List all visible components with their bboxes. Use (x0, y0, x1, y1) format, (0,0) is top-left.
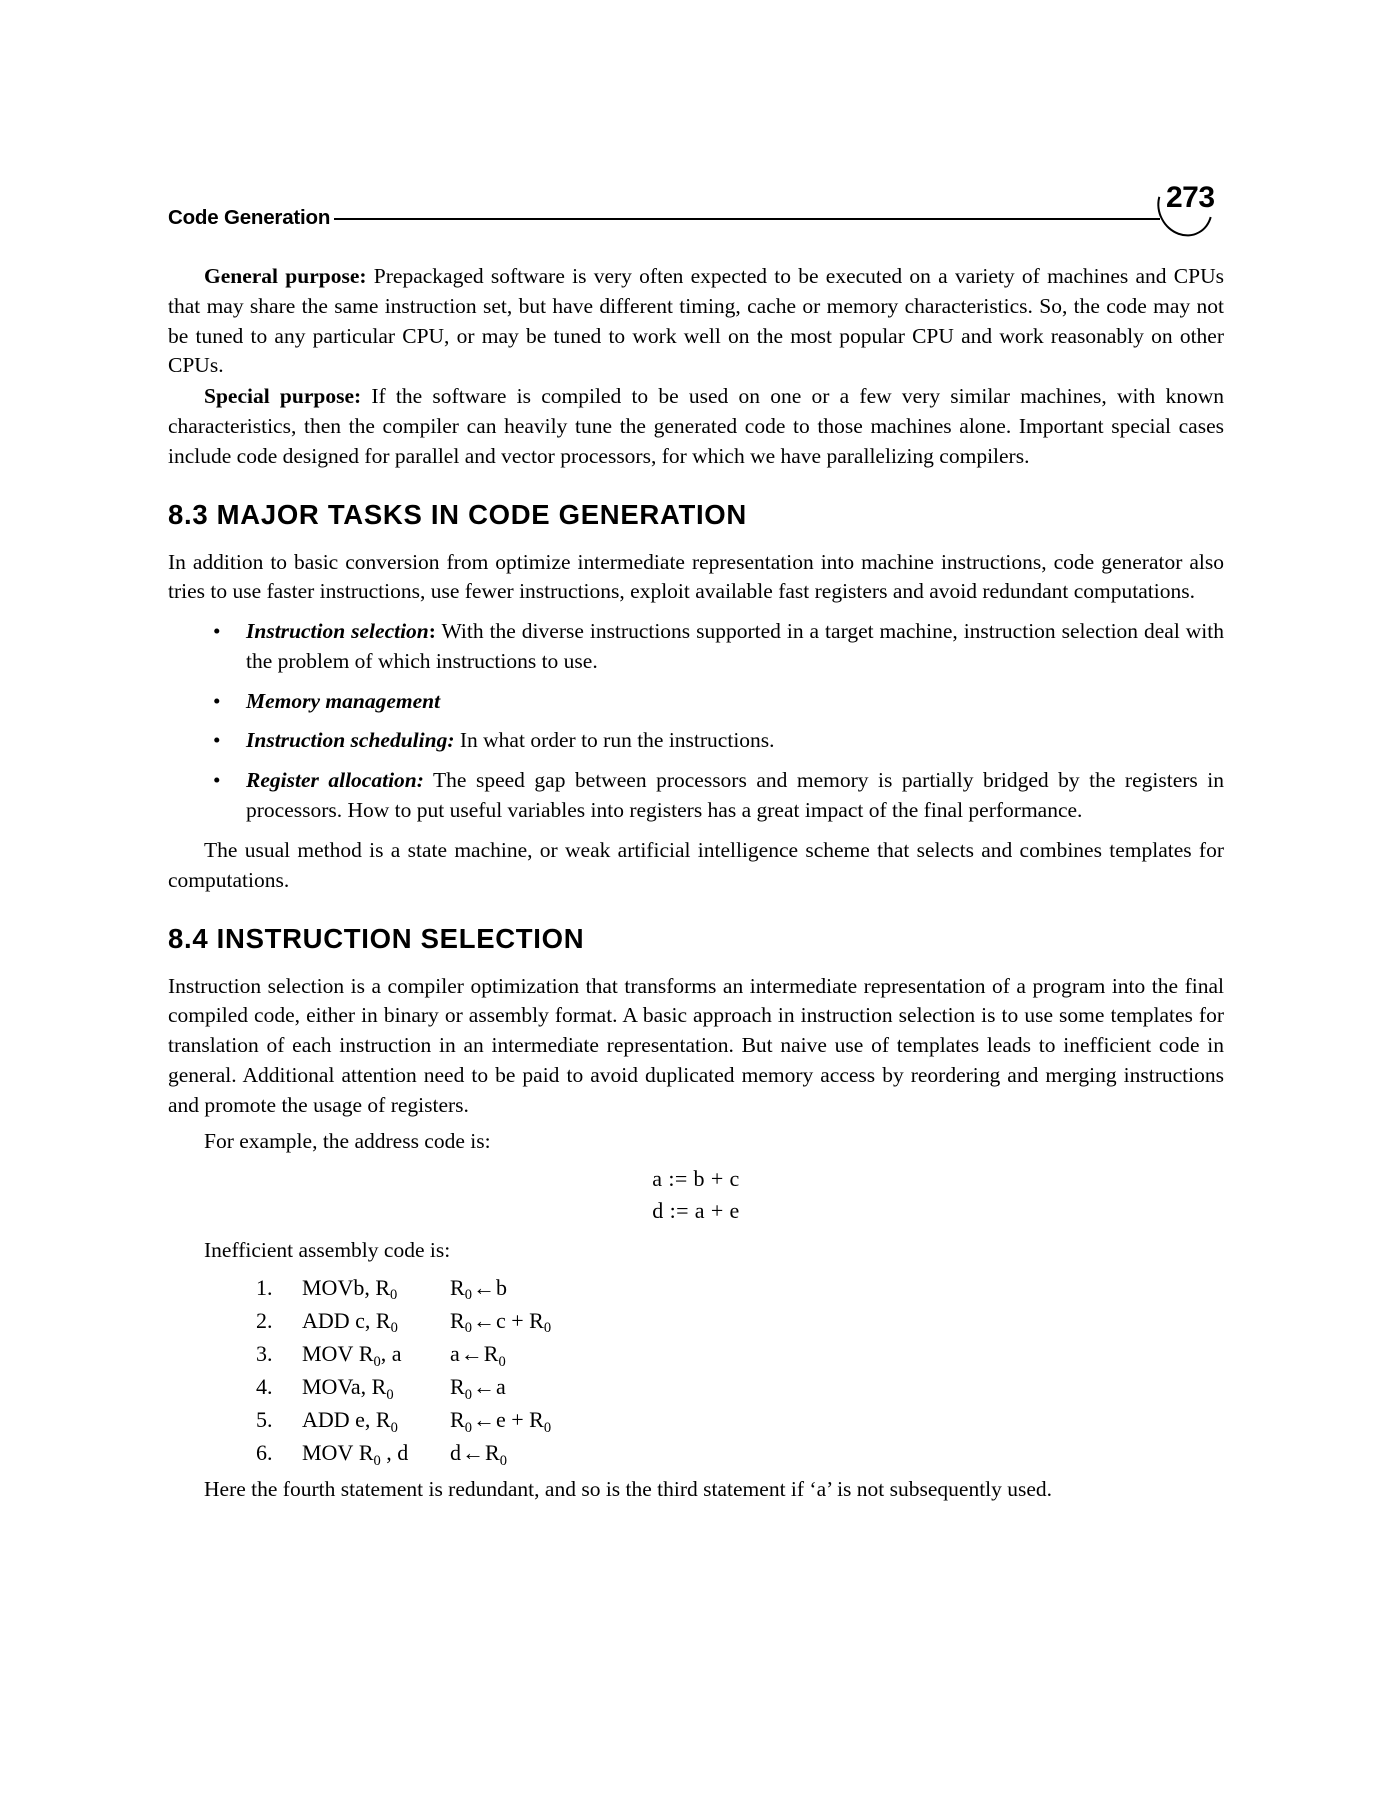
table-row (256, 1439, 640, 1472)
list-item-lead: Instruction selection (246, 619, 429, 644)
semantics-target: R (450, 1374, 465, 1400)
assembly-semantics (450, 1439, 640, 1472)
bullet-icon: • (213, 619, 221, 644)
semantics-target-subscript: 0 (464, 1320, 472, 1337)
assembly-operands-subscript: 0 (390, 1287, 398, 1304)
left-arrow-icon: ← (462, 1440, 484, 1466)
assembly-semantics (450, 1373, 640, 1406)
semantics-source-subscript: 0 (498, 1353, 506, 1370)
assembly-operands-pre: a, R (350, 1374, 387, 1400)
paragraph-intro-8-4: Instruction selection is a compiler optimization that transforms an intermediate representation of a program into the final compiled code, either in binary or assembly format. A basic approach in instruction selection is to use some templates for translation of each instruction in an intermediate representation. But naive use of templates leads to inefficient code in general. Additional attention need to be paid to avoid duplicated memory access by reordering and merging instructions and promote the usage of registers. (168, 973, 1224, 1117)
list-item (168, 726, 1224, 756)
semantics-target-subscript: 0 (464, 1419, 472, 1436)
list-item-lead: Memory management (246, 688, 441, 713)
general-purpose-text: Prepackaged software is very often expected to be executed on a variety of machines and CPUs that may share the same instruction set, but have different timing, cache or memory characteristics. So, the code may not be tuned to any particular CPU, or may be tuned to work well on the most popular CPU and work reasonably on other CPUs. (168, 264, 1224, 378)
assembly-operands-pre: c, R (349, 1307, 391, 1333)
left-arrow-icon: ← (472, 1307, 495, 1333)
assembly-line-number: 5. (256, 1407, 273, 1433)
special-purpose-text: If the software is compiled to be used on one or a few very similar machines, with known characteristics, then the compiler can heavily tune the generated code to those machines alone. Important special cases include code designed for parallel and vector processors, for which we have parallelizing compilers. (168, 384, 1224, 468)
assembly-instruction (302, 1406, 450, 1439)
semantics-target: R (450, 1407, 465, 1433)
assembly-instruction (302, 1340, 450, 1373)
semantics-source-subscript: 0 (543, 1320, 552, 1337)
table-row (256, 1307, 640, 1340)
left-arrow-icon: ← (460, 1340, 483, 1366)
paragraph-intro-8-3: In addition to basic conversion from optimize intermediate representation into machine instructions, code generator also tries to use faster instructions, use fewer instructions, exploit available fast registers and avoid redundant computations. (168, 549, 1224, 604)
bullet-icon: • (213, 728, 221, 753)
list-item (168, 766, 1224, 826)
running-header (168, 181, 1224, 240)
semantics-source: e + R (495, 1407, 544, 1433)
assembly-opcode: MOV (302, 1440, 354, 1466)
semantics-target-subscript: 0 (464, 1287, 472, 1304)
list-item-text: In what order to run the instructions. (454, 728, 775, 753)
bullet-icon: • (213, 688, 221, 713)
assembly-line-number: 3. (256, 1340, 273, 1366)
assembly-semantics (450, 1274, 640, 1307)
header-rule (334, 218, 1160, 220)
assembly-opcode: ADD (302, 1407, 350, 1433)
general-purpose-lead: General purpose: (204, 264, 367, 288)
table-row (256, 1373, 640, 1406)
assembly-line-number: 4. (256, 1374, 273, 1400)
assembly-operands-post: , a (380, 1340, 402, 1366)
paragraph-inefficient-intro: Inefficient assembly code is: (204, 1237, 451, 1262)
left-arrow-icon: ← (472, 1374, 495, 1400)
assembly-operands-subscript: 0 (390, 1419, 398, 1436)
semantics-source: c + R (495, 1307, 544, 1333)
assembly-semantics (450, 1340, 640, 1373)
assembly-line-number: 1. (256, 1274, 273, 1300)
semantics-source: a (495, 1374, 506, 1400)
assembly-operands-pre: b, R (353, 1274, 391, 1300)
list-item-separator: : (428, 619, 436, 644)
running-header-title: Code Generation (168, 205, 331, 229)
assembly-instruction (302, 1439, 450, 1472)
list-item-lead: Register allocation: (246, 768, 424, 793)
assembly-listing (256, 1274, 640, 1473)
list-item-text: The speed gap between processors and memory is partially bridged by the registers in processors. How to put useful variables into registers has a great impact of the final performance. (246, 768, 1224, 822)
semantics-source: R (485, 1440, 500, 1466)
semantics-source-subscript: 0 (499, 1453, 507, 1470)
semantics-target: d (450, 1440, 461, 1466)
address-code-block (168, 1163, 1224, 1227)
assembly-opcode: MOV (302, 1340, 354, 1366)
list-item (168, 617, 1224, 677)
assembly-operands-subscript: 0 (386, 1386, 394, 1403)
assembly-opcode: ADD (302, 1307, 350, 1333)
section-heading-8-3: 8.3 MAJOR TASKS IN CODE GENERATION (168, 499, 747, 531)
left-arrow-icon: ← (472, 1274, 495, 1300)
list-item (168, 687, 1224, 717)
assembly-semantics (450, 1307, 640, 1340)
paragraph-special-purpose (168, 382, 1224, 471)
assembly-instruction (302, 1307, 450, 1340)
assembly-line-number: 6. (256, 1440, 273, 1466)
list-item-text: With the diverse instructions supported in a target machine, instruction selection deal with the problem of which instructions to use. (246, 619, 1224, 673)
assembly-operands-post: , d (380, 1440, 409, 1466)
semantics-source-subscript: 0 (543, 1419, 552, 1436)
assembly-operands-pre: e, R (349, 1407, 391, 1433)
address-code-line: a := b + c (652, 1166, 740, 1192)
assembly-line-number: 2. (256, 1307, 273, 1333)
semantics-target: R (450, 1307, 465, 1333)
assembly-operands-subscript: 0 (373, 1453, 381, 1470)
list-item-lead: Instruction scheduling: (246, 728, 455, 753)
section-heading-8-4: 8.4 INSTRUCTION SELECTION (168, 923, 585, 955)
left-arrow-icon: ← (472, 1407, 495, 1433)
semantics-source: b (495, 1274, 507, 1300)
paragraph-usual-method: The usual method is a state machine, or weak artificial intelligence scheme that selects and combines templates for computations. (168, 837, 1224, 892)
assembly-opcode: MOV (302, 1374, 351, 1400)
page-number: 273 (1166, 181, 1215, 214)
paragraph-closing: Here the fourth statement is redundant, and so is the third statement if ‘a’ is not subsequently used. (204, 1476, 1053, 1501)
table-row (256, 1274, 640, 1307)
folio (1158, 181, 1224, 251)
assembly-semantics (450, 1406, 640, 1439)
semantics-target: a (450, 1340, 460, 1366)
assembly-operands-pre: R (358, 1340, 374, 1366)
assembly-operands-subscript: 0 (390, 1320, 398, 1337)
bullet-icon: • (213, 768, 221, 793)
special-purpose-lead: Special purpose: (204, 384, 362, 409)
address-code-line: d := a + e (652, 1198, 740, 1223)
major-tasks-list (168, 617, 1224, 826)
semantics-target: R (450, 1274, 465, 1300)
semantics-target-subscript: 0 (464, 1386, 472, 1403)
page-content (168, 181, 1224, 1504)
table-row (256, 1406, 640, 1439)
assembly-instruction (302, 1373, 450, 1406)
assembly-operands-pre: R (358, 1440, 374, 1466)
assembly-operands-subscript: 0 (373, 1353, 381, 1370)
assembly-instruction (302, 1274, 450, 1307)
assembly-opcode: MOV (302, 1274, 354, 1300)
semantics-source: R (483, 1340, 499, 1366)
table-row (256, 1340, 640, 1373)
paragraph-general-purpose (168, 262, 1224, 381)
paragraph-for-example: For example, the address code is: (204, 1129, 491, 1154)
